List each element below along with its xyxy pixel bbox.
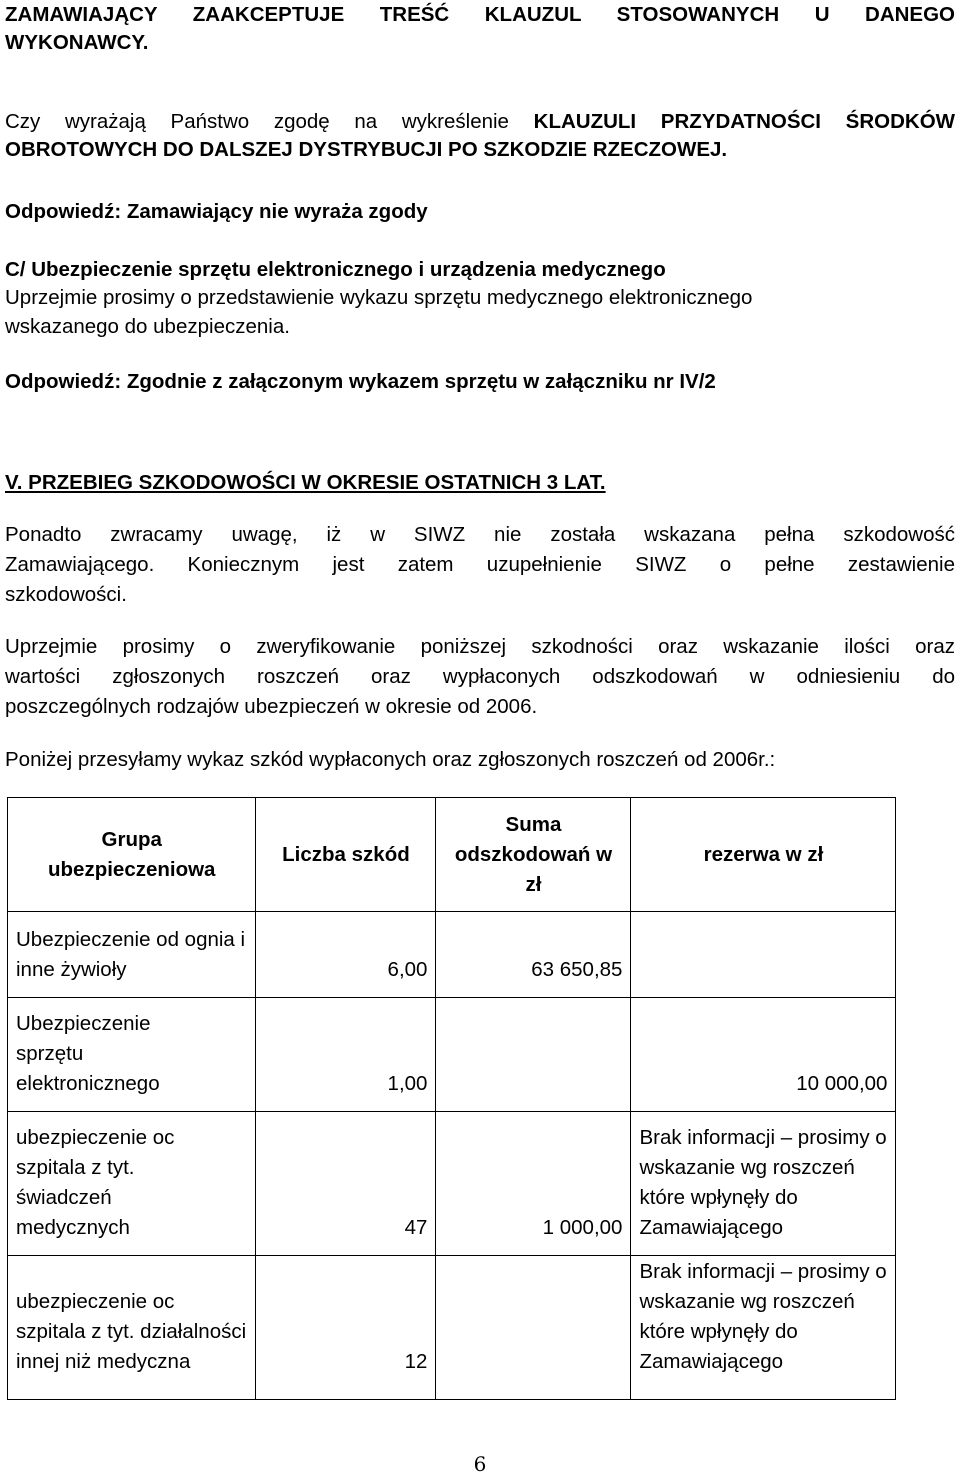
- table-row: [8, 1256, 896, 1400]
- header-reserve: rezerwa w zł: [631, 798, 896, 912]
- header-line-1: ZAMAWIAJĄCY ZAAKCEPTUJE TREŚĆ KLAUZUL STOSOWANYCH U DANEGO: [5, 3, 955, 26]
- cell-count: 6,00: [256, 912, 436, 998]
- section-c-line-1: Uprzejmie prosimy o przedstawienie wykazu sprzętu medycznego elektronicznego: [5, 286, 753, 309]
- section-v-title: [5, 468, 955, 498]
- question-1-lead: Czy wyrażają Państwo zgodę na wykreślenie: [5, 110, 534, 133]
- section-c-title: C/ Ubezpieczenie sprzętu elektronicznego i urządzenia medycznego: [5, 258, 666, 281]
- cell-sum: 1 000,00: [436, 1112, 631, 1256]
- cell-sum: [436, 1256, 631, 1400]
- page-number: 6: [473, 1452, 487, 1476]
- cell-reserve: Brak informacji – prosimy o wskazanie wg roszczeń które wpłynęły do Zamawiającego: [631, 1256, 896, 1400]
- table-row: [8, 998, 896, 1112]
- header-count: Liczba szkód: [256, 798, 436, 912]
- cell-count: 1,00: [256, 998, 436, 1112]
- header-line-2: WYKONAWCY.: [5, 31, 149, 54]
- para-1-line-3: szkodowości.: [5, 583, 127, 606]
- header-group: Grupa ubezpieczeniowa: [8, 798, 256, 912]
- question-1-line-1: [5, 107, 955, 137]
- section-c-line-2: wskazanego do ubezpieczenia.: [5, 315, 290, 338]
- para-2-line-1: Uprzejmie prosimy o zweryfikowanie poniższej szkodności oraz wskazanie ilości oraz: [5, 635, 955, 658]
- cell-group: ubezpieczenie oc szpitala z tyt. świadczeń medycznych: [8, 1112, 256, 1256]
- cell-group: Ubezpieczenie od ognia i inne żywioły: [8, 912, 256, 998]
- table-header-row: [8, 798, 896, 912]
- cell-reserve: 10 000,00: [631, 998, 896, 1112]
- cell-group: ubezpieczenie oc szpitala z tyt. działalności innej niż medyczna: [8, 1256, 256, 1400]
- question-1-bold: KLAUZULI PRZYDATNOŚCI ŚRODKÓW: [533, 110, 956, 133]
- para-1-line-2: Zamawiającego. Koniecznym jest zatem uzupełnienie SIWZ o pełne zestawienie: [5, 553, 955, 576]
- cell-reserve: Brak informacji – prosimy o wskazanie wg roszczeń które wpłynęły do Zamawiającego: [631, 1112, 896, 1256]
- answer-2: Odpowiedź: Zgodnie z załączonym wykazem sprzętu w załączniku nr IV/2: [5, 370, 716, 393]
- header-sum: Suma odszkodowań w zł: [436, 798, 631, 912]
- table-row: [8, 1112, 896, 1256]
- para-1-line-1: Ponadto zwracamy uwagę, iż w SIWZ nie została wskazana pełna szkodowość: [5, 523, 955, 546]
- answer-1: Odpowiedź: Zamawiający nie wyraża zgody: [5, 200, 428, 223]
- para-2-line-3: poszczególnych rodzajów ubezpieczeń w okresie od 2006.: [5, 695, 538, 718]
- cell-count: 12: [256, 1256, 436, 1400]
- cell-group: Ubezpieczenie sprzętu elektronicznego: [8, 998, 256, 1112]
- cell-sum: [436, 998, 631, 1112]
- para-2-line-2: wartości zgłoszonych roszczeń oraz wypłaconych odszkodowań w odniesieniu do: [5, 665, 955, 688]
- table-row: [8, 912, 896, 998]
- claims-table: [7, 797, 896, 1400]
- para-3: Poniżej przesyłamy wykaz szkód wypłaconych oraz zgłoszonych roszczeń od 2006r.:: [5, 748, 776, 771]
- cell-count: 47: [256, 1112, 436, 1256]
- question-1-line-2: OBROTOWYCH DO DALSZEJ DYSTRYBUCJI PO SZKODZIE RZECZOWEJ.: [5, 138, 728, 161]
- cell-sum: 63 650,85: [436, 912, 631, 998]
- cell-reserve: [631, 912, 896, 998]
- section-v-title-text: V. PRZEBIEG SZKODOWOŚCI W OKRESIE OSTATNICH 3 LAT.: [5, 471, 606, 494]
